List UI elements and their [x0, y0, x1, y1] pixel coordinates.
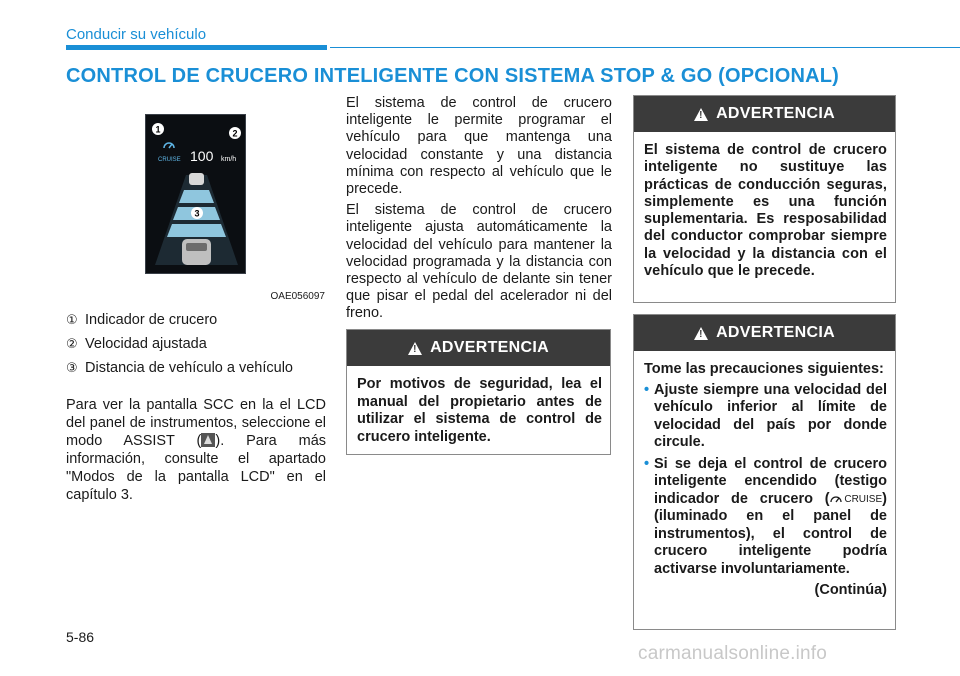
warning-triangle-icon	[408, 342, 422, 355]
warning-triangle-icon	[694, 327, 708, 340]
distance-bar-3	[167, 224, 226, 237]
callout-item	[66, 333, 329, 355]
assist-mode-paragraph	[66, 396, 326, 504]
warning-header	[634, 315, 895, 351]
cruise-text: CRUISE	[158, 157, 181, 163]
warning-body: Por motivos de seguridad, lea el manual del propietario antes de utilizar el sistema de control de crucero inteligente.	[357, 376, 602, 445]
assist-mode-icon	[201, 433, 215, 447]
marker-2-label: 2	[232, 128, 238, 139]
set-speed-unit: km/h	[221, 156, 237, 163]
list-item	[644, 382, 887, 452]
own-vehicle	[182, 239, 211, 265]
continues-label: (Continúa)	[814, 582, 887, 598]
callout-item	[66, 357, 329, 379]
callout-text: Velocidad ajustada	[85, 336, 207, 352]
list-item	[644, 456, 887, 579]
section-label: Conducir su vehículo	[66, 26, 207, 43]
page-title: CONTROL DE CRUCERO INTELIGENTE CON SISTEMA STOP & GO (OPCIONAL)	[66, 65, 840, 87]
intro-paragraph-1: El sistema de control de crucero inteligente le permite programar el vehículo para que mantenga una velocidad constante y una distancia mínima con respecto al vehículo que le precede.	[346, 95, 612, 198]
warning-triangle-icon	[694, 108, 708, 121]
warning-body: El sistema de control de crucero inteligente no sustituye las prácticas de conducción seguras, simplemente es una función suplementaria. Es resposabilidad del conductor comprobar siempre la velocidad y la distancia con el vehículo que le precede.	[644, 142, 887, 280]
precaution-text-after: )(iluminado en el panel de instrumentos), el control de crucero inteligente podría activarse involuntariamente.	[654, 490, 887, 577]
figure-code: OAE056097	[270, 291, 325, 302]
header-rule-thin	[330, 47, 960, 48]
marker-3-label: 3	[194, 208, 200, 219]
distance-bar-1	[179, 190, 214, 203]
warning-box-responsibility	[633, 95, 896, 303]
warning-title: ADVERTENCIA	[716, 324, 835, 341]
callout-list	[66, 309, 329, 381]
page-number: 5-86	[66, 629, 95, 645]
bullet-icon: •	[644, 455, 650, 472]
cluster-display-graphic	[146, 115, 247, 275]
warning-title: ADVERTENCIA	[430, 339, 549, 356]
cruise-indicator-icon	[830, 491, 883, 509]
warning-box-precautions	[633, 314, 896, 630]
callout-number: ①	[66, 312, 78, 327]
cruise-indicator-text: CRUISE	[844, 493, 883, 505]
marker-1-label: 1	[155, 124, 161, 135]
bullet-icon: •	[644, 381, 650, 398]
callout-number: ③	[66, 360, 78, 375]
callout-number: ②	[66, 336, 78, 351]
header-rule-thick	[66, 45, 327, 50]
warning-box-manual	[346, 329, 611, 455]
precaution-text: Ajuste siempre una velocidad del vehículo inferior al límite de velocidad del país por donde circule.	[654, 381, 887, 450]
warning-title: ADVERTENCIA	[716, 105, 835, 122]
warning-lead: Tome las precauciones siguientes:	[644, 361, 884, 377]
precaution-list	[644, 382, 887, 579]
warning-header	[634, 96, 895, 132]
front-vehicle	[189, 173, 204, 185]
cluster-display	[145, 114, 246, 274]
own-vehicle-window	[186, 243, 207, 251]
cluster-figure	[66, 96, 329, 304]
callout-text: Indicador de crucero	[85, 312, 218, 328]
cruise-indicator-icon	[164, 143, 174, 148]
intro-paragraph-2: El sistema de control de crucero inteligente ajusta automáticamente la velocidad del vehículo para mantener la velocidad programada y la distancia con respecto al vehículo de delante sin tener que pisar el pedal del acelerador ni del freno.	[346, 202, 612, 322]
set-speed-value: 100	[190, 148, 214, 164]
assist-text-before: Para ver la pantalla SCC en la el LCD del panel de instrumentos, seleccione el modo ASSIST (	[66, 397, 326, 449]
warning-body	[634, 351, 895, 608]
assist-text-after: ). Para más información, consulte el apartado "Modos de la pantalla LCD" en el capítulo 3.	[66, 433, 327, 503]
callout-text: Distancia de vehículo a vehículo	[85, 360, 293, 376]
warning-header	[347, 330, 610, 366]
callout-item	[66, 309, 329, 331]
watermark: carmanualsonline.info	[638, 643, 828, 664]
precaution-text-before: Si se deja el control de crucero inteligente encendido (testigo indicador de crucero (	[654, 455, 887, 507]
intro-text	[346, 95, 612, 327]
